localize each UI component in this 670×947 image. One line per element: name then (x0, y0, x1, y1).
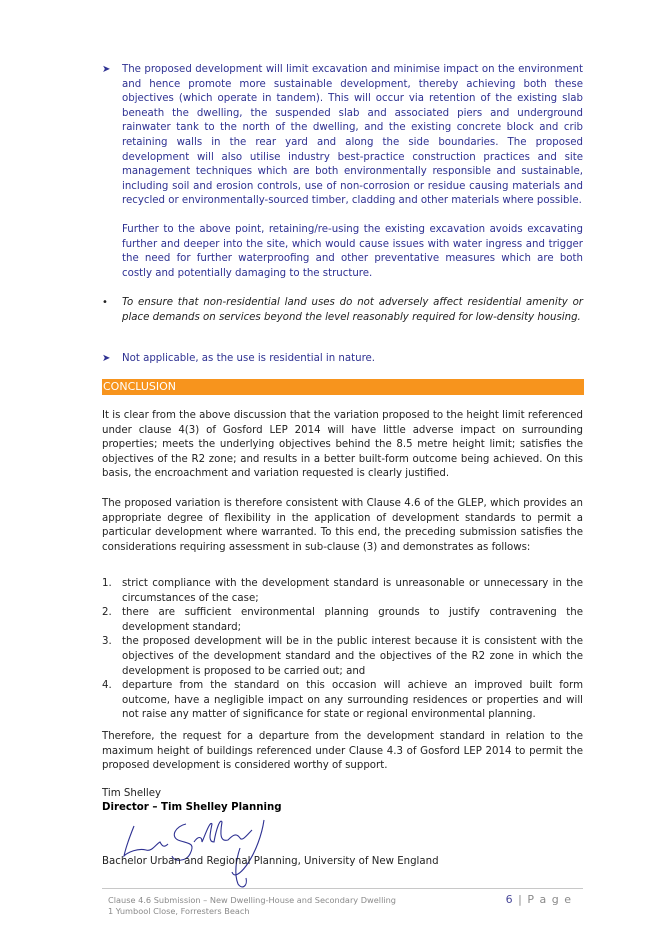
dot-bullet-icon: • (102, 297, 108, 308)
footer-divider (102, 888, 583, 889)
conclusion-paragraph-2: The proposed variation is therefore consistent with Clause 4.6 of the GLEP, which provides an appropriate degree of flexibility in the application of development standards to permit a particular development where warranted. To this end, the preceding submission satisfies the considerations requiring assessment in sub-clause (3) and demonstrates as follows: (102, 498, 583, 553)
list-number: 2. (102, 607, 112, 619)
signatory-qualification: Bachelor Urban and Regional Planning, University of New England (102, 856, 439, 867)
list-item (102, 606, 583, 635)
conclusion-paragraph-3: Therefore, the request for a departure from the development standard in relation to the maximum height of buildings referenced under Clause 4.3 of Gosford LEP 2014 to permit the proposed development is considered worthy of support. (102, 731, 583, 772)
page-label: | P a g e (518, 893, 572, 906)
bullet-text (122, 63, 583, 281)
arrow-bullet-icon: ➤ (102, 353, 111, 364)
list-number: 1. (102, 578, 112, 589)
page-number: 6 (505, 893, 514, 906)
bullet-item-objective (102, 296, 583, 325)
bullet-paragraph: The proposed development will limit excavation and minimise impact on the environment and hence promote more sustainable development, thereby achieving both these objectives (which operate in tandem). This will occur via retention of the existing slab beneath the dwelling, the suspended slab and associated piers and underground rainwater tank to the north of the dwelling, and the existing concrete block and crib retaining walls in the rear yard and along the side boundaries. The proposed development will also utilise industry best-practice construction practices and site management techniques which are both environmentally responsible and sustainable, including soil and erosion controls, use of non-corrosion or residue causing materials and recycled or environmentally-sourced timber, cladding and other materials where possible. (122, 64, 583, 207)
signatory-name: Tim Shelley (102, 788, 162, 799)
objective-text: To ensure that non-residential land uses do not adversely affect residential amenity or place demands on services beyond the level reasonably required for low-density housing. (122, 297, 583, 323)
bullet-item-development (102, 63, 583, 281)
list-item (102, 635, 583, 679)
footer-address: 1 Yumbool Close, Forresters Beach (108, 906, 250, 916)
bullet-paragraph-continued: Further to the above point, retaining/re-using the existing excavation avoids excavating further and deeper into the site, which would cause issues with water ingress and trigger the need for further waterproofing and other preventative measures which are both costly and potentially damaging to the structure. (122, 223, 583, 279)
list-item-text: the proposed development will be in the public interest because it is consistent with the objectives of the development standard and the objectives of the R2 zone in which the development is proposed to be carried out; and (122, 636, 583, 677)
list-number: 4. (102, 680, 112, 692)
handwritten-signature (116, 812, 276, 892)
list-item-text: departure from the standard on this occasion will achieve an improved built form outcome, have a negligible impact on any surrounding residences or properties and will not raise any matter of significance for state or regional environmental planning. (122, 680, 583, 721)
considerations-list (102, 577, 583, 723)
list-item-text: there are sufficient environmental planning grounds to justify contravening the development standard; (122, 607, 583, 633)
list-item-text: strict compliance with the development standard is unreasonable or unnecessary in the circumstances of the case; (122, 578, 583, 604)
footer-document-info (108, 895, 396, 917)
footer-page-number (506, 893, 572, 906)
bullet-item-response (102, 352, 583, 367)
arrow-bullet-icon: ➤ (102, 64, 111, 75)
signatory-title: Director – Tim Shelley Planning (102, 802, 282, 813)
response-text: Not applicable, as the use is residential in nature. (122, 353, 376, 364)
list-item (102, 679, 583, 723)
list-number: 3. (102, 636, 112, 648)
conclusion-paragraph-1: It is clear from the above discussion that the variation proposed to the height limit referenced under clause 4(3) of Gosford LEP 2014 will have little adverse impact on surrounding properties; meets the underlying objectives behind the 8.5 metre height limit; satisfies the objectives of the R2 zone; and results in a better built-form outcome being achieved. On this basis, the encroachment and variation requested is clearly justified. (102, 410, 583, 480)
section-heading-conclusion: CONCLUSION (102, 379, 584, 395)
footer-title: Clause 4.6 Submission – New Dwelling-House and Secondary Dwelling (108, 895, 397, 905)
list-item (102, 577, 583, 606)
